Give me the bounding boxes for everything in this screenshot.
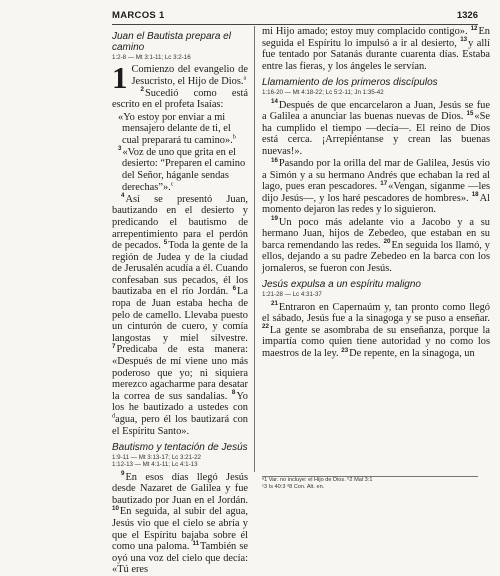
page-number: 1326: [456, 10, 478, 21]
footnotes: [262, 476, 478, 495]
verse-number: 23: [341, 346, 349, 354]
verse-text: mi Hijo amado; estoy muy complacido contigo».: [262, 26, 468, 37]
left-column: [112, 26, 248, 576]
verse-paragraph: [262, 100, 490, 158]
running-header: [112, 10, 478, 25]
verse-text: En seguida el Espíritu lo impulsó a ir al desierto,: [262, 26, 490, 49]
cross-reference-line: 1:12-13 — Mt 4:1-11; Lc 4:1-13: [112, 461, 198, 469]
section-heading: Juan el Bautista prepara el camino: [112, 31, 231, 53]
section-heading: Bautismo y tentación de Jesús: [112, 442, 248, 454]
verse-paragraph: [112, 472, 248, 576]
verse-text: La gente se asombraba de su enseñanza, porque la impartía como quien tiene autoridad y no como los maestros de la ley.: [262, 324, 490, 360]
verse-text: Sucedió como está escrito en el profeta Isaías:: [112, 87, 248, 111]
column-divider: [254, 26, 255, 472]
cross-reference: 1:16-20 — Mt 4:18-22; Lc 5:2-11; Jn 1:35-42: [262, 89, 384, 97]
verse-text: Entraron en Capernaúm y, tan pronto como llegó el sábado, Jesús fue a la sinagoga y se puso a enseñar.: [262, 301, 490, 325]
verse-text: «Voz de uno que grita en el desierto: “Preparen el camino del Señor, háganle sendas derechas”».: [122, 146, 246, 193]
verse-text: Después de que encarcelaron a Juan, Jesús se fue a Galilea a anunciar las buenas nuevas de Dios.: [262, 99, 490, 123]
verse-paragraph: [112, 88, 248, 111]
verse-number: 2: [140, 86, 144, 94]
verse-paragraph: [112, 194, 248, 437]
verse-number: 14: [271, 98, 278, 106]
verse-text: Predicaba de esta manera: «Después de mí viene uno más poderoso que yo; ni siquiera merezco agacharme para desatar la correa de sus sandalias.: [112, 344, 248, 402]
verse-text: Al momento dejaron las redes y lo siguieron.: [262, 192, 490, 216]
verse-text: En seguida, al subir del agua, Jesús vio que el cielo se abría y que el Espíritu bajaba sobre él como una paloma.: [112, 506, 248, 553]
footnote-mark: c: [170, 180, 174, 188]
verse-number: 15: [466, 109, 474, 117]
verse-number: 16: [271, 156, 278, 164]
verse-paragraph: [262, 26, 490, 72]
verse-text: También se oyó una voz del cielo que decía: «Tú eres: [112, 541, 248, 576]
cross-reference: [112, 454, 248, 468]
verse-text: De repente, en la sinagoga, un: [349, 348, 475, 360]
verse-number: 17: [380, 179, 388, 187]
poetry-line: [112, 112, 248, 147]
verse-text: Toda la gente de la región de Judea y de la ciudad de Jerusalén acudía a él. Cuando confesaban sus pecados, él los bautizaba en el río Jordán.: [112, 240, 248, 298]
verse-number: 6: [232, 285, 237, 293]
verse-number: 18: [471, 191, 479, 199]
chapter-number: 1: [112, 60, 128, 96]
verse-text: «Vengan, síganme —les dijo Jesús—, y los haré pescadores de hombres».: [262, 181, 490, 204]
verse-text: En esos días llegó Jesús desde Nazaret de Galilea y fue bautizado por Juan en el Jordán.: [112, 471, 248, 506]
verse-number: 12: [470, 24, 478, 32]
verse-paragraph: [112, 60, 248, 96]
verse-text: agua, pero él los bautizará con el Espíritu Santo».: [112, 414, 248, 437]
book-chapter-header: MARCOS 1: [112, 10, 165, 21]
footnote-mark: a: [243, 74, 247, 82]
verse-text: En seguida los llamó, y ellos, dejando a su padre Zebedeo en la barca con los jornaleros, se fueron con Jesús.: [262, 239, 490, 274]
verse-number: 22: [262, 323, 269, 331]
verse-text: Un poco más adelante vio a Jacobo y a su hermano Juan, hijos de Zebedeo, que estaban en su barca remendando las redes.: [262, 216, 490, 251]
verse-text: Yo los he bautizado a ustedes con: [112, 390, 248, 414]
verse-number: 20: [383, 238, 391, 246]
verse-paragraph: [262, 302, 490, 360]
verse-text: Comienzo del evangelio de Jesucristo, el Hijo de Dios.: [131, 64, 248, 87]
verse-paragraph: [262, 217, 490, 275]
verse-text: La ropa de Juan estaba hecha de pelo de camello. Llevaba puesto un cinturón de cuero, y comía langostas y miel silvestre.: [112, 286, 248, 344]
section-heading: Jesús expulsa a un espíritu maligno: [262, 279, 421, 291]
verse-number: 9: [121, 470, 125, 478]
cross-reference-line: 1:9-11 — Mt 3:13-17; Lc 3:21-22: [112, 454, 201, 462]
right-column: [262, 26, 490, 472]
verse-number: 21: [271, 300, 278, 308]
verse-number: 19: [271, 215, 278, 223]
footnote-mark: d: [112, 412, 116, 420]
verse-number: 11: [192, 539, 200, 547]
verse-number: 10: [112, 504, 119, 512]
verse-number: 8: [231, 389, 236, 397]
verse-number: 13: [460, 36, 468, 44]
footnote-line: ᶜ3 Is 40:3 ᵈ8 Con. Alt. en.: [262, 483, 325, 490]
verse-text: y allí fue tentado por Satanás durante cuarenta días. Estaba entre las fieras, y los ángeles le servían.: [262, 37, 490, 72]
poetry-line: [112, 147, 248, 193]
verse-text: Así se presentó Juan, bautizando en el desierto y predicando el bautismo de arrepentimiento para el perdón de pecados.: [112, 193, 248, 252]
verse-paragraph: [262, 158, 490, 216]
verse-number: 7: [112, 342, 116, 350]
footnote-mark: b: [232, 133, 236, 141]
verse-number: 5: [163, 238, 168, 246]
section-heading: Llamamiento de los primeros discípulos: [262, 77, 438, 89]
verse-text: Pasando por la orilla del mar de Galilea, Jesús vio a Simón y a su hermano Andrés que echaban la red al lago, pues eran pescadores.: [262, 158, 490, 193]
footnote-line: ᵃ1 Var. no incluye: el Hijo de Dios. ᵇ2 Mal 3:1: [262, 477, 373, 483]
verse-number: 3: [118, 145, 122, 153]
verse-text: «Yo estoy por enviar a mi mensajero delante de ti, el cual preparará tu camino».: [118, 111, 233, 146]
cross-reference: 1:21-28 — Lc 4:31-37: [262, 291, 322, 299]
verse-text: «Se ha cumplido el tiempo —decía—. El reino de Dios está cerca. ¡Arrepiéntanse y crean las buenas nuevas!».: [262, 111, 490, 157]
verse-number: 4: [121, 192, 125, 200]
cross-reference: 1:2-8 — Mt 3:1-11; Lc 3:2-16: [112, 54, 191, 61]
